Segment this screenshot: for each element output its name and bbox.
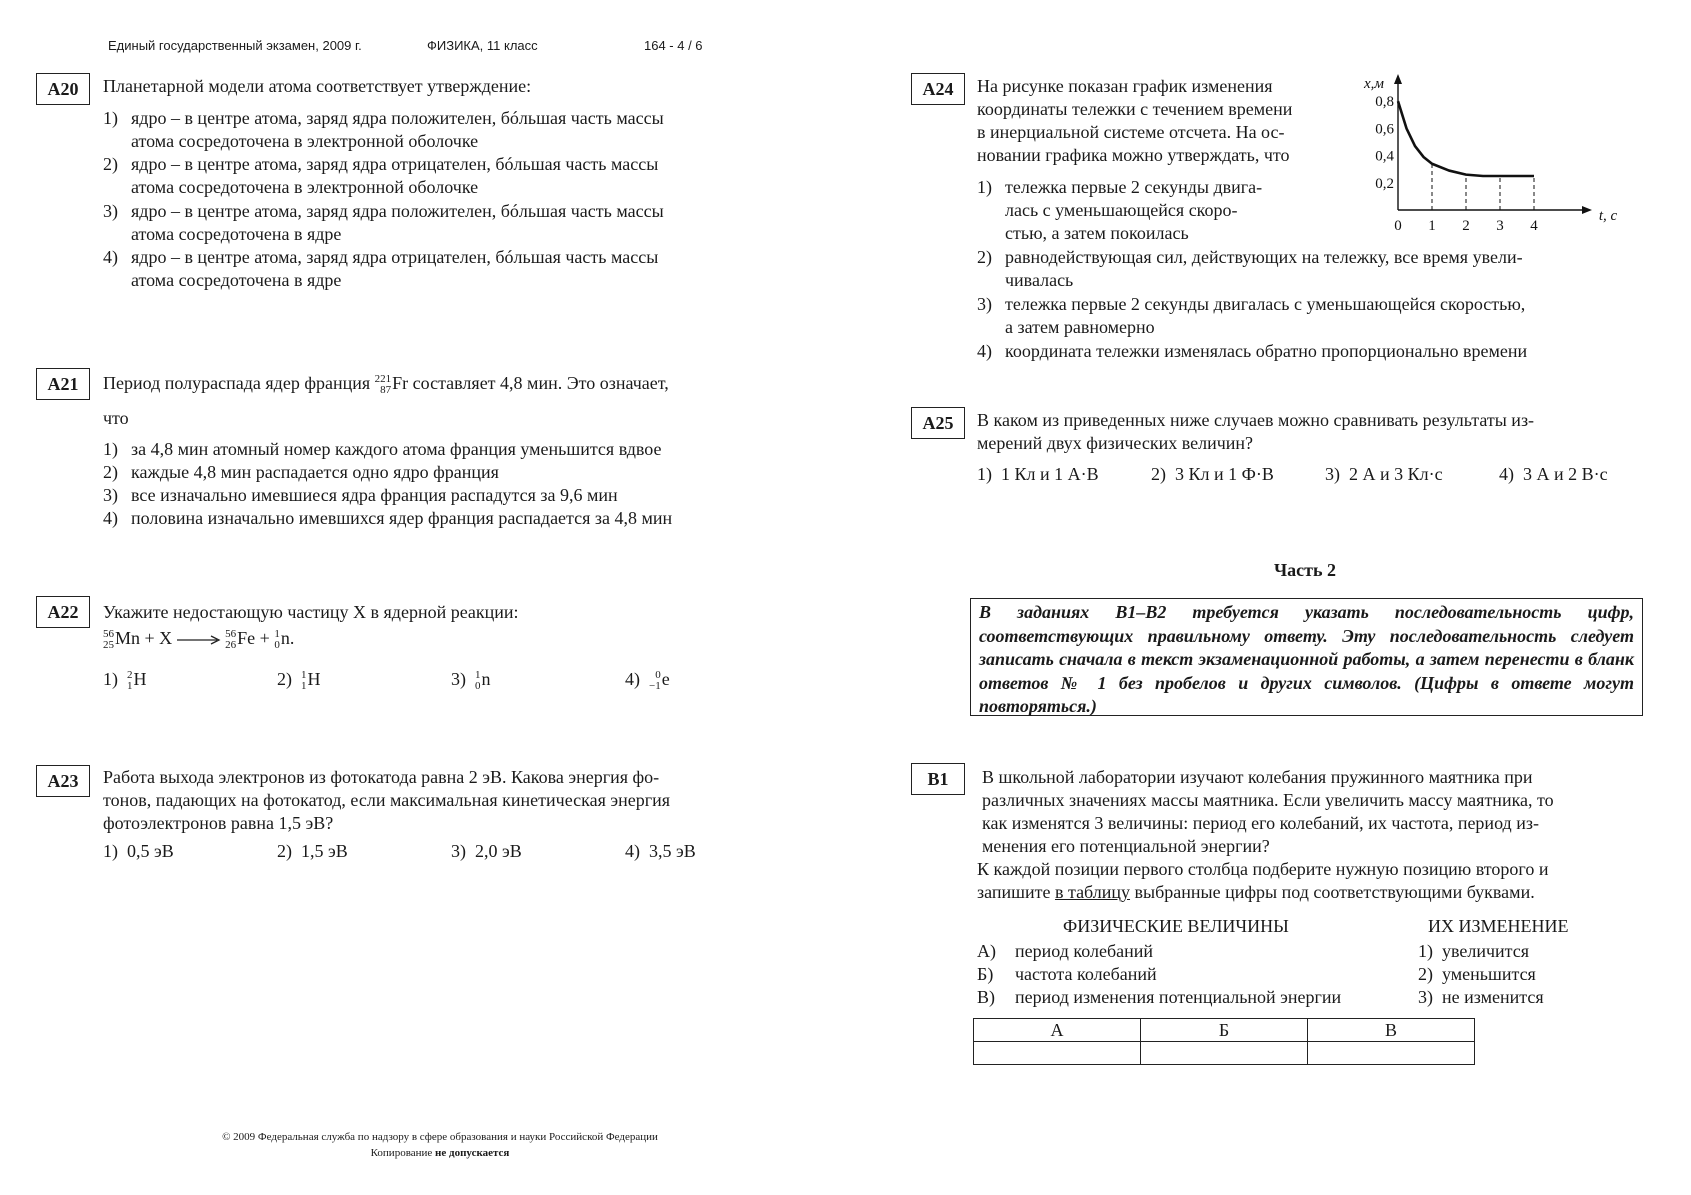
- table-header-cell: А: [974, 1019, 1141, 1042]
- charge-number: 1: [301, 679, 307, 692]
- question-label-a23: A23: [36, 765, 90, 797]
- option-text: тележка первые 2 секунды двига-: [1005, 177, 1263, 197]
- option-text: половина изначально имевшихся ядер франция распадается за 4,8 мин: [131, 508, 673, 528]
- a25-line-2: мерений двух физических величин?: [977, 433, 1254, 453]
- b1-answer-table: [973, 1018, 1475, 1065]
- charge-number: 0: [475, 679, 481, 692]
- option-text: координата тележки изменялась обратно пропорционально времени: [1005, 341, 1528, 361]
- option-text: атома сосредоточена в ядре: [131, 270, 342, 290]
- option-number: 4): [625, 841, 640, 861]
- option-text: не изменится: [1442, 987, 1544, 1007]
- a23-option-3: [451, 840, 522, 863]
- charge-number: 1: [127, 679, 133, 692]
- mass-number: 0: [655, 668, 661, 681]
- reaction-term: + X: [144, 628, 173, 648]
- a20-option-1: [103, 107, 763, 153]
- a24-option-4: [977, 340, 1637, 363]
- a23-option-4: [625, 840, 696, 863]
- b1-column-header-quantities: ФИЗИЧЕСКИЕ ВЕЛИЧИНЫ: [1063, 916, 1289, 936]
- element-symbol: Fe: [237, 628, 256, 648]
- x-tick-label-3: 3: [1496, 218, 1504, 234]
- option-text: стью, а затем покоилась: [1005, 223, 1189, 243]
- y-tick-label: 0,8: [1375, 94, 1394, 111]
- option-text: все изначально имевшиеся ядра франция распадутся за 9,6 мин: [131, 485, 618, 505]
- b1-change-1: [1418, 940, 1529, 963]
- option-text: 3 А и 2 В·с: [1523, 464, 1608, 484]
- answer-cell-b[interactable]: [1141, 1042, 1308, 1065]
- y-tick-label: 0,6: [1375, 121, 1394, 138]
- a23-option-1: [103, 840, 174, 863]
- option-text: 2,0 эВ: [475, 841, 522, 861]
- charge-number: 25: [103, 638, 114, 651]
- option-text: атома сосредоточена в ядре: [131, 224, 342, 244]
- quantity-key: Б): [977, 964, 994, 984]
- option-text: 3,5 эВ: [649, 841, 696, 861]
- option-number: 3): [103, 201, 118, 221]
- quantity-key: В): [977, 987, 995, 1007]
- option-text: лась с уменьшающейся скоро-: [1005, 200, 1238, 220]
- option-text: 0,5 эВ: [127, 841, 174, 861]
- a23-line-1: Работа выхода электронов из фотокатода равна 2 эВ. Какова энергия фо-: [103, 767, 660, 787]
- a21-question-text: Период полураспада ядер франция: [103, 373, 371, 393]
- option-number: 3): [1325, 464, 1340, 484]
- b1-quantity-v: [977, 986, 995, 1009]
- option-number: 3): [103, 485, 118, 505]
- mass-number: 221: [374, 372, 392, 385]
- mass-number: 1: [301, 668, 307, 681]
- b1-change-3: [1418, 986, 1544, 1009]
- b1-line-1: В школьной лаборатории изучают колебания пружинного маятника при: [982, 767, 1533, 787]
- mass-number: 56: [103, 627, 114, 640]
- header-page: 164 - 4 / 6: [644, 38, 703, 53]
- footer-copy-notice: [150, 1147, 730, 1159]
- table-header-cell: В: [1308, 1019, 1475, 1042]
- option-number: 2): [103, 462, 118, 482]
- option-number: 2): [103, 154, 118, 174]
- table-answer-row: [974, 1042, 1475, 1065]
- header-subject: ФИЗИКА, 11 класс: [427, 38, 538, 53]
- reaction-plus: +: [259, 628, 270, 648]
- option-numbers: [649, 670, 661, 692]
- question-label-a22: A22: [36, 596, 90, 628]
- question-label-a20: A20: [36, 73, 90, 105]
- a24-line-4: новании графика можно утверждать, что: [977, 145, 1290, 165]
- question-label-b1: B1: [911, 763, 965, 795]
- a25-option-2: [1151, 463, 1274, 486]
- a23-line-3: фотоэлектронов равна 1,5 эВ?: [103, 813, 334, 833]
- b1-line-3: как изменятся 3 величины: период его колебаний, их частота, период из-: [982, 813, 1539, 833]
- b1-line-2: различных значениях массы маятника. Если увеличить массу маятника, то: [982, 790, 1554, 810]
- a21-option-1: [103, 438, 803, 461]
- charge-number: 26: [225, 638, 237, 651]
- header-exam: Единый государственный экзамен, 2009 г.: [108, 38, 362, 53]
- b1-instruction-line-1: К каждой позиции первого столбца подберите нужную позицию второго и: [977, 859, 1549, 879]
- a22-option-2: [277, 668, 321, 692]
- option-text: атома сосредоточена в электронной оболочке: [131, 177, 479, 197]
- a21-option-2: [103, 461, 803, 484]
- option-number: 1): [103, 669, 118, 689]
- mn-numbers: [103, 629, 114, 651]
- option-number: 4): [625, 669, 640, 689]
- mass-number: 1: [274, 627, 280, 640]
- a25-option-4: [1499, 463, 1608, 486]
- option-number: 1): [103, 439, 118, 459]
- footer-text: Копирование: [370, 1147, 433, 1159]
- x-axis-arrow: [1582, 206, 1592, 214]
- x-tick-label-0: 0: [1394, 218, 1402, 234]
- a22-question: Укажите недостающую частицу X в ядерной реакции:: [103, 602, 519, 622]
- table-header-row: [974, 1019, 1475, 1042]
- option-text: увеличится: [1442, 941, 1530, 961]
- footer-copyright: © 2009 Федеральная служба по надзору в сфере образования и науки Российской Федерации: [222, 1131, 658, 1143]
- option-number: 4): [977, 341, 992, 361]
- charge-number: −1: [649, 679, 661, 692]
- option-number: 1): [103, 841, 118, 861]
- y-axis-arrow: [1394, 74, 1402, 84]
- b1-quantity-b-text: частота колебаний: [1015, 964, 1157, 984]
- option-numbers: [301, 670, 307, 692]
- b1-quantity-v-text: период изменения потенциальной энергии: [1015, 987, 1342, 1007]
- a24-option-1: [977, 176, 1317, 245]
- option-text: 3 Кл и 1 Ф·В: [1175, 464, 1274, 484]
- option-text: каждые 4,8 мин распадается одно ядро франция: [131, 462, 499, 482]
- a20-question: Планетарной модели атома соответствует утверждение:: [103, 76, 532, 96]
- mass-number: 56: [225, 627, 237, 640]
- y-tick-label: 0,2: [1375, 175, 1394, 192]
- a22-option-4: [625, 668, 670, 692]
- option-text: 2 А и 3 Кл·с: [1349, 464, 1443, 484]
- a21-question: [103, 372, 669, 396]
- a22-option-1: [103, 668, 147, 692]
- series-line: [1398, 101, 1534, 176]
- b1-line-4: менения его потенциальной энергии?: [982, 836, 1270, 856]
- mass-number: 1: [475, 668, 481, 681]
- element-symbol: H: [307, 669, 321, 689]
- option-text: уменьшится: [1442, 964, 1536, 984]
- a20-option-2: [103, 153, 763, 199]
- coordinate-time-graph: [1350, 72, 1618, 242]
- b1-column-header-changes: ИХ ИЗМЕНЕНИЕ: [1428, 916, 1569, 936]
- option-number: 1): [977, 177, 992, 197]
- option-number: 2): [277, 841, 292, 861]
- charge-number: 87: [380, 383, 392, 396]
- y-axis-label: x,м: [1364, 76, 1384, 92]
- option-text: ядро – в центре атома, заряд ядра отрицателен, бóльшая часть массы: [131, 247, 659, 267]
- element-symbol: Mn: [115, 628, 141, 648]
- part-2-title: Часть 2: [1273, 560, 1337, 580]
- option-number: 2): [977, 247, 992, 267]
- option-text: ядро – в центре атома, заряд ядра положителен, бóльшая часть массы: [131, 201, 664, 221]
- x-tick-label-4: 4: [1530, 218, 1538, 234]
- y-tick-label: 0,4: [1375, 148, 1394, 165]
- reaction-arrow: [177, 635, 221, 645]
- option-text: ядро – в центре атома, заряд ядра положителен, бóльшая часть массы: [131, 108, 664, 128]
- question-label-a25: A25: [911, 407, 965, 439]
- option-number: 2): [1151, 464, 1166, 484]
- answer-table-link: в таблицу: [1054, 882, 1131, 902]
- option-number: 1): [103, 108, 118, 128]
- a23-line-2: тонов, падающих на фотокатод, если максимальная кинетическая энергия: [103, 790, 670, 810]
- b1-change-2: [1418, 963, 1536, 986]
- table-header-cell: Б: [1141, 1019, 1308, 1042]
- option-text: ядро – в центре атома, заряд ядра отрицателен, бóльшая часть массы: [131, 154, 659, 174]
- option-text: равнодействующая сил, действующих на тележку, все время увели-: [1005, 247, 1523, 267]
- element-symbol: Fr: [392, 373, 409, 393]
- element-symbol: n: [481, 669, 491, 689]
- answer-cell-v[interactable]: [1308, 1042, 1475, 1065]
- option-text: тележка первые 2 секунды двигалась с уменьшающейся скоростью,: [1005, 294, 1526, 314]
- option-text: а затем равномерно: [1005, 317, 1155, 337]
- option-number: 4): [103, 247, 118, 267]
- b1-quantity-a-text: период колебаний: [1015, 941, 1154, 961]
- a25-option-1: [977, 463, 1099, 486]
- b1-quantity-b: [977, 963, 993, 986]
- a25-option-3: [1325, 463, 1443, 486]
- mass-number: 2: [127, 668, 133, 681]
- option-number: 3): [451, 669, 466, 689]
- a21-option-4: [103, 507, 803, 530]
- a21-nuclide: [375, 374, 392, 396]
- instruction-text: выбранные цифры под соответствующими буквами.: [1134, 882, 1535, 902]
- option-number: 3): [451, 841, 466, 861]
- x-tick-label-2: 2: [1462, 218, 1470, 234]
- answer-cell-a[interactable]: [974, 1042, 1141, 1065]
- a21-option-3: [103, 484, 803, 507]
- option-number: 2): [1418, 964, 1433, 984]
- a21-question-line2: что: [103, 408, 129, 428]
- a24-line-3: в инерциальной системе отсчета. На ос-: [977, 122, 1285, 142]
- a22-reaction: [103, 627, 294, 651]
- a25-line-1: В каком из приведенных ниже случаев можно сравнивать результаты из-: [977, 410, 1535, 430]
- option-numbers: [127, 670, 133, 692]
- element-symbol: n: [280, 628, 290, 648]
- x-axis-label: t, c: [1598, 208, 1618, 224]
- part-2-instruction: В заданиях В1–В2 требуется указать последовательность цифр, соответствующих правильному ответу. Эту последовательность следует записать сначала в текст экзаменационной работы, а затем перенести в бланк ответов № 1 без пробелов и других символов. (Цифры в ответе могут повторяться.): [970, 598, 1643, 716]
- n-numbers: [274, 629, 280, 651]
- quantity-key: А): [977, 941, 996, 961]
- reaction-dot: .: [289, 628, 295, 648]
- question-label-a24: A24: [911, 73, 965, 105]
- a23-option-2: [277, 840, 348, 863]
- option-number: 4): [1499, 464, 1514, 484]
- a20-option-4: [103, 246, 763, 292]
- charge-number: 0: [274, 638, 280, 651]
- option-text: 1 Кл и 1 А·В: [1001, 464, 1099, 484]
- a24-option-2: [977, 246, 1637, 292]
- a21-question-text: составляет 4,8 мин. Это означает,: [412, 373, 669, 393]
- option-number: 4): [103, 508, 118, 528]
- option-number: 1): [1418, 941, 1433, 961]
- a24-option-3: [977, 293, 1637, 339]
- option-number: 3): [1418, 987, 1433, 1007]
- option-text: чивалась: [1005, 270, 1074, 290]
- element-symbol: e: [661, 669, 670, 689]
- option-numbers: [475, 670, 481, 692]
- a22-option-3: [451, 668, 491, 692]
- option-number: 1): [977, 464, 992, 484]
- x-tick-label-1: 1: [1428, 218, 1436, 234]
- a24-line-2: координаты тележки с течением времени: [977, 99, 1293, 119]
- fe-numbers: [225, 629, 236, 651]
- a24-line-1: На рисунке показан график изменения: [977, 76, 1273, 96]
- option-text: 1,5 эВ: [301, 841, 348, 861]
- footer-text-bold: не допускается: [435, 1147, 510, 1159]
- option-text: за 4,8 мин атомный номер каждого атома франция уменьшится вдвое: [131, 439, 662, 459]
- instruction-text: запишите: [977, 882, 1051, 902]
- option-text: атома сосредоточена в электронной оболочке: [131, 131, 479, 151]
- question-label-a21: A21: [36, 368, 90, 400]
- element-symbol: H: [133, 669, 147, 689]
- a20-option-3: [103, 200, 763, 246]
- option-number: 3): [977, 294, 992, 314]
- b1-quantity-a: [977, 940, 996, 963]
- b1-instruction-line-2: [977, 881, 1535, 904]
- option-number: 2): [277, 669, 292, 689]
